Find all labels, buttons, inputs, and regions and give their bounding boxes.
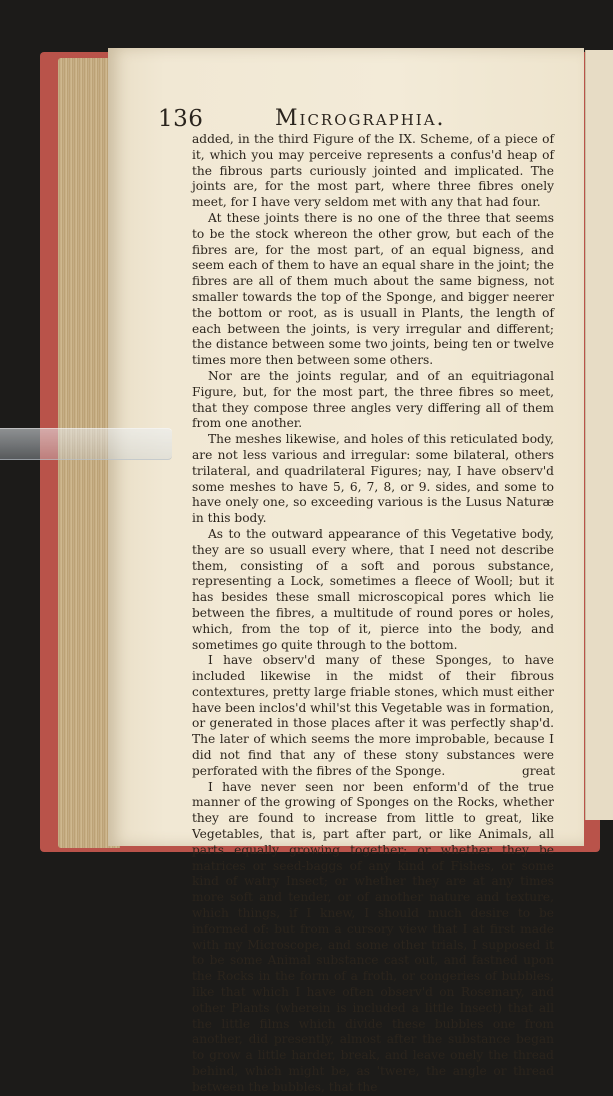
page-clip (0, 428, 172, 460)
paragraph: added, in the third Figure of the IX. Scheme, of a piece of it, which you may perceive represents a confus'd heap of the fibrous parts curiously jointed and implicated. The joints are, for the most part, where three fibres onely meet, for I have very seldom met with any that had four. (192, 132, 554, 210)
paragraph: Nor are the joints regular, and of an equitriagonal Figure, but, for the most part, the three fibres so meet, that they compose three angles very differing all of them from one another. (192, 368, 554, 431)
catchword: great (522, 764, 556, 778)
paragraph: I have observ'd many of these Sponges, to have included likewise in the midst of their fibrous contextures, pretty large friable stones, which must either have been inclos'd whil'st this Vegetable was in formation, or generated in those places after it was perfectly shap'd. The later of which seems the more improbable, because I did not find that any of these stony substances were perforated with the fibres of the Sponge. (192, 653, 555, 778)
paragraph: The meshes likewise, and holes of this reticulated body, are not less various and irregular: some bilateral, others trilateral, and quadrilateral Figures; nay, I have observ'd some meshes to have 5, 6, 7, 8, or 9. sides, and some to have onely one, so exceeding various is the Lusus Naturæ in this body. (192, 432, 554, 526)
body-text (192, 132, 554, 1096)
running-head: Micrographia. (275, 106, 446, 131)
paragraph: At these joints there is no one of the three that seems to be the stock whereon the other grow, but each of the fibres are, for the most part, of an equal bigness, and seem each of them to have an equal share in the joint; the fibres are all of them much about the same bigness, not smaller towards the top of the Sponge, and bigger neerer the bottom or root, as is usuall in Plants, the length of each between the joints, is very irregular and different; the distance between some two joints, being ten or twelve times more then between some others. (192, 210, 554, 368)
paragraph: As to the outward appearance of this Vegetative body, they are so usuall every where, that I need not describe them, consisting of a soft and porous substance, representing a Lock, sometimes a fleece of Wooll; but it has besides these small microscopical pores which lie between the fibres, a multitude of round pores or holes, which, from the top of it, pierce into the body, and sometimes go quite through to the bottom. (192, 526, 554, 652)
paragraph: I have never seen nor been enform'd of the true manner of the growing of Sponges on the Rocks, whether they are found to increase from little to great, like Vegetables, that is, part after part, or like Animals, all parts equally growing together; or whether they be matrices or seed-baggs of any kind of Fishes, or some kind of watry Insect; or whether they are at any times more soft and tender, or of another nature and texture, which things, if I knew, I should much desire to be informed of: but from a cursory view that I at first made with my Microscope, and some other trials, I supposed it to be some Animal substance cast out, and fastned upon the Rocks in the form of a froth, or congeries of bubbles, like that which I have often observ'd on Rosemary, and other Plants (wherein is included a little Insect) that all the little films which divide these bubbles one from another, did presently, almost after the substance began to grow a little harder, break, and leave onely the thread behind, which might be, as 'twere, the angle or thread between the bubbles, that the (192, 779, 554, 1094)
page-number: 136 (158, 106, 204, 132)
facing-page (585, 50, 613, 820)
